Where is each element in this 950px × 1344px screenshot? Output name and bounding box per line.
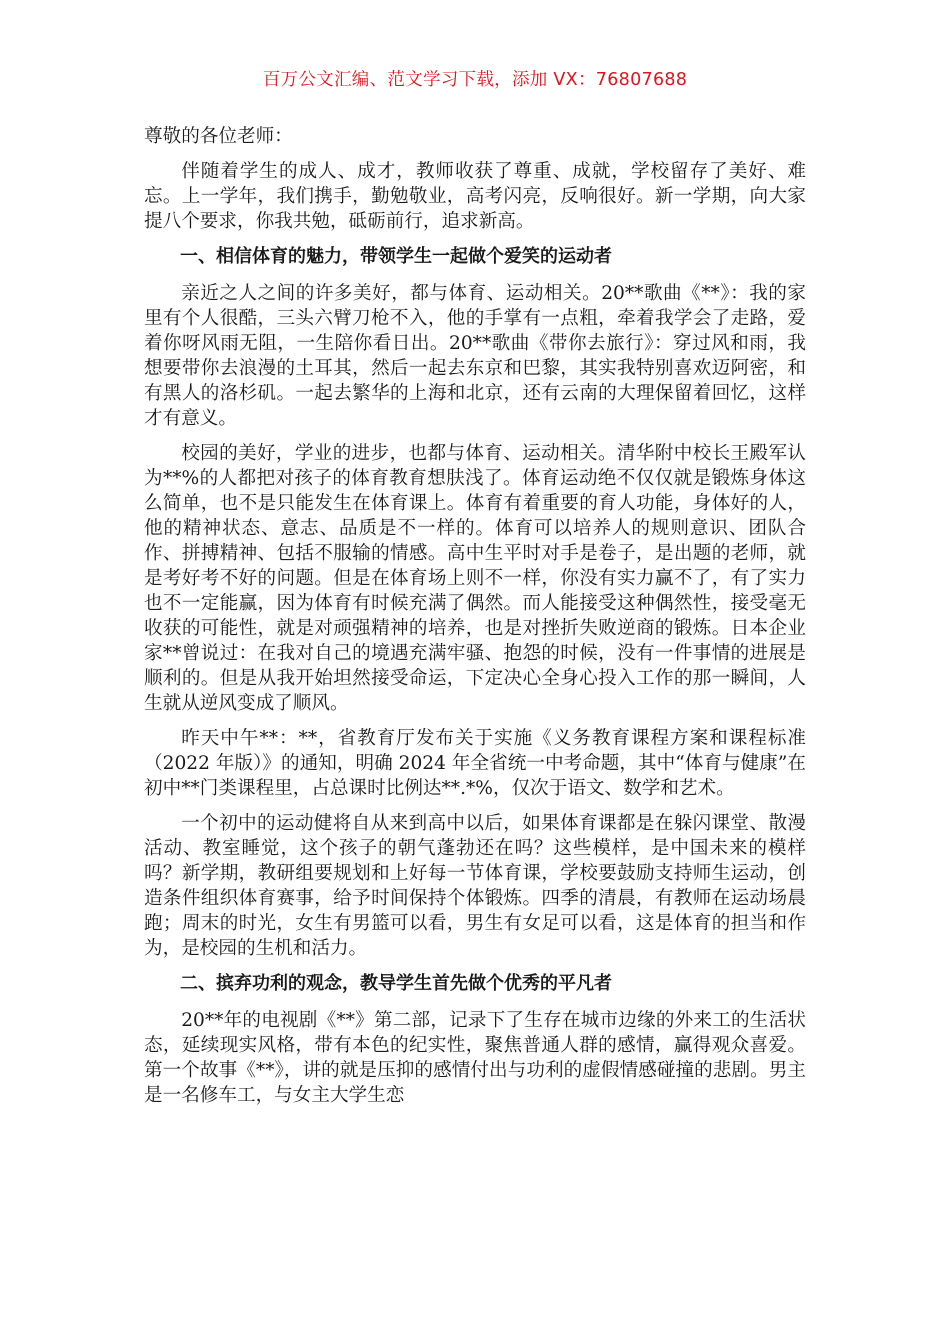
watermark-header: 百万公文汇编、范文学习下载，添加 VX：76807688 [262, 70, 688, 90]
section-2-heading: 二、摈弃功利的观念，教导学生首先做个优秀的平凡者 [180, 973, 612, 994]
section-1-paragraph-4: 一个初中的运动健将自从来到高中以后，如果体育课都是在躲闪课堂、散漫活动、教室睡觉，这个孩子的朝气蓬勃还在吗？这些模样，是中国未来的模样吗？新学期，教研组要规划和上好每一节体育课，学校要鼓励支持师生运动，创造条件组织体育赛事，给予时间保持个体锻炼。四季的清晨，有教师在运动场晨跑；周末的时光，女生有男篮可以看，男生有女足可以看，这是体育的担当和作为，是校园的生机和活力。 [144, 813, 806, 959]
section-1-heading: 一、相信体育的魅力，带领学生一起做个爱笑的运动者 [180, 246, 612, 267]
salutation: 尊敬的各位老师： [144, 126, 293, 147]
section-2-paragraph-1: 20**年的电视剧《**》第二部，记录下了生存在城市边缘的外来工的生活状态，延续现实风格，带有本色的纪实性，聚焦普通人群的感情，赢得观众喜爱。第一个故事《**》，讲的就是压抑的感情付出与功利的虚假情感碰撞的悲剧。男主是一名修车工，与女主大学生恋 [144, 1010, 806, 1106]
document-body [144, 124, 806, 1118]
section-1-paragraph-2: 校园的美好，学业的进步，也都与体育、运动相关。清华附中校长王殿军认为**%的人都把对孩子的体育教育想肤浅了。体育运动绝不仅仅就是锻炼身体这么简单，也不是只能发生在体育课上。体育有着重要的育人功能，身体好的人，他的精神状态、意志、品质是不一样的。体育可以培养人的规则意识、团队合作、拼搏精神、包括不服输的情感。高中生平时对手是卷子，是出题的老师，就是考好考不好的问题。但是在体育场上则不一样，你没有实力赢不了，有了实力也不一定能赢，因为体育有时候充满了偶然。而人能接受这种偶然性，接受毫无收获的可能性，就是对顽强精神的培养，也是对挫折失败逆商的锻炼。日本企业家**曾说过：在我对自己的境遇充满牢骚、抱怨的时候，没有一件事情的进展是顺利的。但是从我开始坦然接受命运，下定决心全身心投入工作的那一瞬间，人生就从逆风变成了顺风。 [144, 443, 806, 714]
section-1-paragraph-1: 亲近之人之间的许多美好，都与体育、运动相关。20**歌曲《**》：我的家里有个人很酷，三头六臂刀枪不入，他的手掌有一点粗，牵着我学会了走路，爱着你呀风雨无阻，一生陪你看日出。20**歌曲《带你去旅行》：穿过风和雨，我想要带你去浪漫的土耳其，然后一起去东京和巴黎，其实我特别喜欢迈阿密，和有黑人的洛杉矶。一起去繁华的上海和北京，还有云南的大理保留着回忆，这样才有意义。 [144, 283, 806, 429]
intro-paragraph: 伴随着学生的成人、成才，教师收获了尊重、成就，学校留存了美好、难忘。上一学年，我们携手，勤勉敬业，高考闪亮，反响很好。新一学期，向大家提八个要求，你我共勉，砥砺前行，追求新高。 [144, 161, 806, 232]
section-1-paragraph-3: 昨天中午**：**，省教育厅发布关于实施《义务教育课程方案和课程标准（2022 年版）》的通知，明确 2024 年全省统一中考命题，其中“体育与健康”在初中**门类课程里，占总课时比例达**.*%，仅次于语文、数学和艺术。 [144, 728, 806, 799]
